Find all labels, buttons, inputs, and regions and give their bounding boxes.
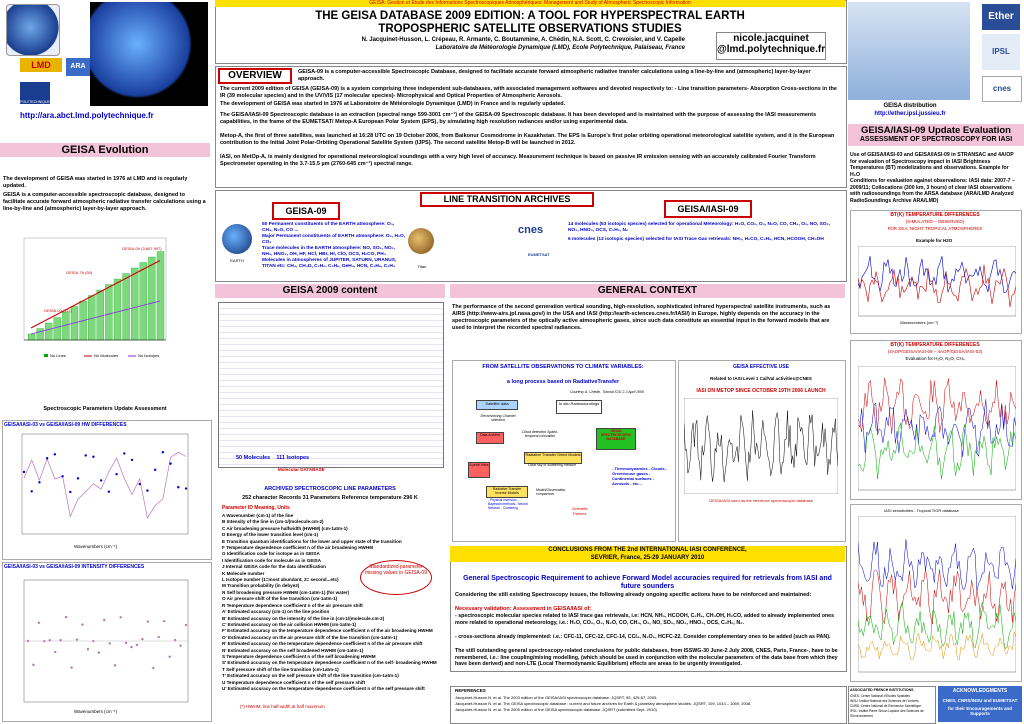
evolution-bar (28, 334, 35, 340)
evolution-bar (131, 268, 138, 340)
int-point (130, 646, 132, 648)
distribution-link[interactable]: http://ether.ipsl.jussieu.fr (874, 111, 946, 117)
int-point (168, 655, 170, 657)
summary-isotopes: 111 Isotopes (276, 455, 310, 461)
saturn-caption: Titan (417, 264, 427, 269)
node-geisa: GEISA SPECTROSCOPIC DATABASE (596, 428, 636, 450)
update-item: Use of GEISA/IASI-03 and GEISA/IASI-09 in STRANSAC and 4A/OP for evaluation of Spectroscopy impact in IASI Brightness Temperatures (BT) modelizations and observations. Example for H₂O (850, 152, 1014, 178)
bt1-sub2: FOR SEA, NIGHT TROPICAL ATMOSPHERES (887, 226, 983, 231)
diagram-panel (452, 360, 676, 542)
conclusions-b1-text: - spectroscopic molecular species related to IASI trace gas retrievals, i.e: HCN, NH₃, HCOOH, C₂H₆, CH₃OH, H₂CO, added to already implemented ones more related to operational meteorology, i.e.: H₂O, CO₂, O₃, N₂O, CO, CH₄, O₂, NO, SO₂, NO₂, HNO₃, OCS, C₂H₂, N₂. (455, 613, 835, 626)
hw-point (38, 481, 40, 483)
node-clear: Clear sky or scattering medium (527, 463, 577, 467)
hw-point (177, 486, 179, 488)
evolution-p2: GEISA is a computer-accessible spectroscopic database, designed to facilitate accurate forward atmospheric radiative transfer calculations using a line-by-line and (atmospheric) layer-by-layer approach. (3, 192, 206, 212)
param-item: B' Estimated accuracy on the intensity of the line in (cm-1/(molecule.cm-2) (222, 615, 385, 621)
update-item: Conditions for evaluation against observations: IASI data: 2007-7 – 2009/11; Collocations (300 km, 3 hours) of clear IASI observations with radiosoundings from the ARSA database (ARA/LMD Analyzed RadioSoundings Archive ARA/LMD) (850, 178, 1015, 204)
evolution-bar (140, 263, 147, 341)
param-item: T' Estimated accuracy on the self pressure shift of the line transition (cm-1atm-1) (222, 673, 399, 679)
iasi-caption: GEISA/IASI used as the reference spectroscopic database (709, 498, 813, 503)
evolution-bar (37, 329, 44, 341)
int-point (152, 667, 154, 669)
overview-p4: The GEISA/IASI-09 Spectroscopic database is an extraction (spectral range 599-3001 cm⁻¹) of the GEISA-09 Spectroscopic database. It has been developed and is maintained with the purpose of assessing the IASI measurements capabilities, in the frame of the EUMETSAT/ Metop-A European Polar System (EPS), by simulating high resolution radiances and/or using experimental data. (220, 112, 817, 125)
int-point (32, 664, 34, 666)
diagram-credit: Courtesy A. Chédin, Tutorial ICSI 2-3 April 2006 (570, 390, 644, 394)
legend-lines: No Lines (50, 353, 66, 358)
iasi-effective-sub: Related to IASI Level 1 Cal/Val activities@CNES (710, 376, 812, 381)
hw-point (146, 489, 148, 491)
content-summary-red: Molecular DATABASE (278, 467, 325, 472)
evolution-bar (54, 318, 61, 341)
param-item: C Air broadening pressure halfwidth (HWHM) (cm-1atm-1) (222, 525, 348, 531)
association-item: IPSL: Institut Pierre Simon Laplace des Sciences de l'Environnement (850, 709, 924, 718)
geisa-iasi09-badge: GEISA/IASI-09 (664, 200, 752, 218)
hw-point (54, 453, 56, 455)
hw-point (162, 451, 164, 453)
iasi-effective-title: GEISA EFFECTIVE USE (733, 364, 789, 370)
hw-point (46, 457, 48, 459)
acknowledgments-heading: ACKNOWLEDGMENTS (952, 688, 1008, 694)
affiliation: Laboratoire de Météorologie Dynamique (LMD), Ecole Polytechnique, Palaiseau, France (435, 45, 685, 51)
hw-point (169, 462, 171, 464)
overview-p6: IASI, on MetOp-A, is mainly designed for operational meteorological soundings with a very high level of accuracy. Measurement technique is based on passive IR emission sensing with an accurately calibrated Fourier Transform Spectrometer operating in the 3.7-15.5 µm (2760-645 cm⁻¹) spectral range. (220, 154, 816, 167)
overview-p5: Metop-A, the first of three satellites, was launched at 16:28 UTC on 19 October 2006, from Baikonur Cosmodrome in Kazakhstan. The EPS is Europe's first polar orbiting operational meteorological satellite system, and it is the European contribution to the Initial Joint Polar-Orbiting Operational Satellite System (IJPS). The second satellite Metop-B will be launched in 2012. (220, 133, 835, 146)
cnes-logo: cnes (518, 224, 544, 236)
evolution-bar (123, 274, 130, 341)
references-list (455, 695, 840, 713)
saturn-image (408, 228, 434, 254)
bt3-chart (858, 516, 1016, 676)
param-item: I Identification code for molecule as in GEISA (222, 557, 322, 563)
node-deconv: Deconvolving Channel selection (480, 414, 516, 422)
diagram-title1: FROM SATELLITE OBSERVATIONS TO CLIMATE VARIABLES: (482, 364, 644, 370)
associations-list (850, 694, 932, 719)
int-point (147, 620, 149, 622)
param-item: O' Estimated accuracy on the air pressure shift of the line transition (cm-1atm-1) (222, 634, 398, 640)
evolution-bar (105, 285, 112, 341)
conclusions-b1: Necessary validation: Assessment in GEISA/IASI of: (455, 606, 592, 612)
hw-point (69, 491, 71, 493)
int-point (109, 642, 111, 644)
evolution-bar (45, 323, 52, 340)
evolution-chart (4, 232, 208, 366)
param-heading: Parameter ID Meaning, Units (222, 505, 290, 511)
hw-point (92, 456, 94, 458)
contact-box (716, 32, 826, 60)
archived-heading: ARCHIVED SPECTROSCOPIC LINE PARAMETERS (264, 486, 396, 492)
int-point (185, 624, 187, 626)
iasi-launch: IASI ON METOP SINCE OCTOBER 19TH 2006 LAUNCH (696, 388, 826, 394)
param-item: K Molecule number (222, 570, 265, 576)
hw-point (131, 459, 133, 461)
param-item: J Internal GEISA code for the data identification (222, 564, 326, 570)
param-item: L Isotope number (1=most abundant, 2= second...etc) (222, 577, 339, 583)
node-satellite: Satellite data (476, 400, 518, 410)
evolution-bar (148, 257, 155, 340)
param-item: F Temperature dependence coefficient n of the air broadening HWHM (222, 545, 374, 551)
association-item: INSU: Institut National des Sciences de l'Univers (850, 699, 919, 703)
update-list (850, 152, 1020, 204)
line-list-item: 50 Permanent constituents of the EARTH atmosphere: O₃, CH₄, N₂O, CO ... (262, 222, 395, 233)
hw-point (23, 471, 25, 473)
authors: N. Jacquinet-Husson, L. Crépeau, R. Armante, C. Boutammine, A. Chédin, N.A. Scott, C. Crevoisier, and V. Capelle (361, 37, 685, 43)
diagram-title2: a long process based on RadiativeTransfer (506, 379, 620, 385)
int-point (141, 638, 143, 640)
param-item: S Temperature dependence coefficient n of the self broadening HWHM (222, 653, 376, 659)
reference-item: Jacquinet-Husson N. et al. The GEISA spectroscopic database : current and future archives for Earth & planetary atmosphere studies. JQSRT, 109, 1043 – 1059, 2008. (455, 701, 752, 706)
acknowledgments-line2: for their Encouragements and Supports (947, 706, 1012, 716)
line-list-item: Major Permanent constituents of EARTH atmosphere: O₂, H₂O, CO₂ (262, 234, 406, 245)
param-item: E Transition quantum identifications for the lower and upper state of the transition (222, 538, 402, 544)
legend-isotopes: No Isotopes (138, 353, 160, 358)
node-inverse: Radiative Transfer Inverse Models (486, 486, 528, 498)
node-radiometer: In situ Radiosoundings (556, 400, 602, 414)
ipsl-logo: IPSL (982, 34, 1020, 70)
hw-point (85, 454, 87, 456)
assess-heading: ASSESSMENT OF SPECTROSCOPY FOR IASI (859, 136, 1013, 143)
hw-point (61, 475, 63, 477)
int-point (54, 651, 56, 653)
geisa-logo (6, 4, 60, 56)
int-point (125, 642, 127, 644)
legend-molecules: No Molecules (94, 353, 119, 358)
int-point (179, 645, 181, 647)
hw-point (77, 477, 79, 479)
earth-image (90, 2, 208, 106)
hw-point (123, 452, 125, 454)
param-item: R Temperature dependence coefficient n of the air pressure shift (222, 602, 363, 608)
distribution-caption: GEISA distribution (883, 103, 937, 109)
line-list-item: Trace molecules in the EARTH atmosphere: NO, SO₂, NO₂, NH₃, HNO₃, OH, HF, HCl, HBr, HI, ClO, OCS, H₂CO, PH₃ (262, 246, 396, 257)
hw-diff-title: GEISA/IASI-03 vs GEISA/IASI-09 HW DIFFERENCES (4, 422, 127, 428)
param-item: A Wavenumber (cm-1) of the line (222, 513, 294, 518)
line-list-right (568, 222, 840, 243)
int-diff-title: GEISA/IASI-03 vs GEISA/IASI-09 INTENSITY DIFFERENCES (4, 564, 145, 570)
node-themes: - Thermodynamics - Clouds - Greenhouse gases - Continental surfaces - Aerosols - etc... (612, 466, 668, 486)
param-item: A' Estimated accuracy (cm-1) on the line position (222, 609, 330, 615)
hw-point (31, 490, 33, 492)
int-point (76, 638, 78, 640)
content-table (218, 302, 444, 468)
overview-p2: The current 2009 edition of GEISA (GEISA-09) is a system comprising three independent sub-databases, with associated management softwares and devoted respectively to: - Line transition parameters- Absorption Cross-sections in the IR (39 molecular species) and in the UV/VIS (17 molecular species)- Microphysical and Optical Properties of Atmospheric Aerosols. (220, 86, 837, 99)
bt2-title: BT(K) TEMPERATURE DIFFERENCES (890, 342, 980, 348)
bt2-sub: (4AOP/GEISA/IASI-09 – 4AOP/GEISA/IASI-03) (887, 349, 983, 354)
conclusions-subhead: General Spectroscopic Requirement to achieve Forward Model accuracies required for retrievals from IASI and future sounders (463, 575, 832, 590)
line-list-item: Molecules in atmospheres of JUPITER, SATURN, URANUS, TITAN etc: CH₄, CH₃D, C₂H₂, C₂H₆, GeH₄, HCN, C₃H₈, C₂H₄ (262, 258, 397, 269)
param-list (222, 513, 444, 692)
page-title-line1: THE GEISA DATABASE 2009 EDITION: A TOOL FOR HYPERSPECTRAL EARTH (315, 10, 745, 22)
contact-line1[interactable]: nicole.jacquinet (733, 33, 809, 44)
hw-point (108, 491, 110, 493)
param-item: U Temperature dependence coefficient n of the self pressure shift (222, 679, 366, 685)
param-item: F' Estimated accuracy on the temperature dependence coefficient n of the air broadening HWHM (222, 628, 433, 634)
conclusions-head1: CONCLUSIONS FROM THE 2nd INTERNATIONAL IASI CONFERENCE, (548, 547, 747, 553)
hw-point (115, 473, 117, 475)
content-footnote: (*) HWHM: line half-width at half maximum (240, 704, 325, 709)
node-inv-list: - Physical inversion - Bayesian methods - Neural Network - Clustering (488, 498, 528, 510)
evolution-heading: GEISA Evolution (61, 144, 149, 156)
summary-molecules: 50 Molecules (236, 455, 271, 461)
evolution-bar (97, 290, 104, 340)
context-p1: The performance of the second generation vertical sounding, high-resolution, sophisticated infrared hyperspectral satellite instruments, such as AIRS (http://www-airs.jpl.nasa.gov/) in the USA and IASI (http://earth-sciences.cnes.fr/IASI/) in Europe, highly depends on the accuracy in the spectroscopic parameters of the optically active atmospheric gases, since such data constitute an essential input in the forward models that are used to interpret the recorded spectral radiances. (452, 304, 831, 331)
association-item: CNES: Centre National d'Etudes Spatiales (850, 694, 910, 698)
bt1-example: Example for H2O (916, 238, 953, 243)
hw-point (185, 487, 187, 489)
overview-p1: GEISA-09 is a computer-accessible Spectroscopic Database, designed to facilitate accurate forward atmospheric radiative transfer calculations using a line-by-line and (atmospheric) layer-by-layer approach. (298, 69, 811, 82)
missing-values-callout: Standardized parameter missing values in GEISA-09 (360, 560, 432, 595)
int-point (38, 622, 40, 624)
int-point (119, 616, 121, 618)
earth-planet-image (222, 224, 252, 254)
content2009-heading: GEISA 2009 content (282, 285, 378, 296)
ether-logo-box (848, 2, 970, 100)
left-url-link[interactable]: http://ara.abct.lmd.polytechnique.fr (20, 111, 154, 120)
reference-item: Jacquinet-Husson N. et al. The 2009 edition of the GEISA spectroscopic database. JQSRT (submitted Sept. 2010) (455, 707, 657, 712)
context-heading: GENERAL CONTEXT (597, 285, 698, 296)
ara-logo: ARA (66, 58, 90, 76)
param-item: U' Estimated accuracy on the temperature dependence coefficient n of the self pressure shift (222, 685, 425, 691)
contact-line2[interactable]: @lmd.polytechnique.fr (717, 44, 826, 55)
overview-p3: The development of GEISA was started in 1976 at Laboratoire de Météorologie Dynamique (LMD) in France and is regularly updated. (220, 101, 566, 107)
bt1-sub: (SIMULATED – OBSERVED) (905, 219, 965, 224)
bt1-title: BT(K) TEMPERATURE DIFFERENCES (890, 212, 980, 218)
param-item: O Air pressure shift of the line transition (cm-1atm-1) (222, 596, 338, 602)
hw-diff-chart (14, 432, 204, 550)
page-title-line2: TROPOSPHERIC SATELLITE OBSERVATIONS STUDIES (378, 23, 682, 35)
int-point (103, 619, 105, 621)
param-item: B Intensity of the line in (cm-1/(molecule.cm-2) (222, 519, 324, 525)
associations-heading: ASSOCIATED FRENCH INSTITUTIONS (850, 688, 914, 692)
reference-item: Jacquinet-Husson N. et al. The 2003 edition of the GEISA/IASI spectroscopic database. JQSRT, 95, 429-67, 2005. (455, 695, 658, 700)
param-item: N Self broadening pressure HWHM (cm-1atm-1) (for water) (222, 589, 350, 595)
int-point (163, 620, 165, 622)
line-list-left (262, 222, 406, 270)
update-assessment-title: Spectroscopic Parameters Update Assessment (43, 406, 167, 412)
node-data-archive: Data Archive (476, 432, 504, 444)
bt3-label: IASI sensitivities - Tropical TIGR database (884, 508, 959, 513)
int-point (70, 666, 72, 668)
evo-label-2009: GEISA-09 (3,807,997) (122, 246, 162, 251)
eumetsat-logo: EUMETSAT (528, 252, 550, 257)
evolution-p1: The development of GEISA was started in 1976 at LMD and is regularly updated. (3, 176, 188, 189)
node-cloud: Cloud detection Spatio-temporal colocation (521, 430, 559, 438)
line-list-item: 14 molecules (53 isotopic species) selected for operational Meteorology: H₂O, CO₂, O₃, N₂O, CO, CH₄, O₂, NO, SO₂, NO₂, HNO₃, OCS, C₂H₂, N₂ (568, 222, 830, 233)
param-item: R' Estimated accuracy on the temperature dependence coefficient n of the air pressure shift (222, 641, 423, 647)
overview-heading: OVERVIEW (218, 68, 292, 84)
param-item: C' Estimated accuracy on the air collision HWHM (cm-1atm-1) (222, 621, 357, 627)
int-point (98, 651, 100, 653)
line-list-item: 6 molecules (13 isotopic species) selected for IASI Trace Gas retrievals: NH₃, H₂CO, C₂H₆, HCN, HCOOH, CH₃OH (568, 237, 824, 242)
node-rt: Radiative Transfer Direct Models (524, 452, 582, 464)
cnes-logo-top: cnes (982, 76, 1022, 102)
conclusions-b1-text2: - cross-sections already implemented: i.e.: CFC-11, CFC-12, CFC-14, CCl₄, N₂O₅, HCFC-22. Consider complementary ones to be added (such as PAN). (455, 634, 831, 640)
acknowledgments-line1: CNES, CNRS/INSU and EUMETSAT (942, 698, 1018, 703)
bt2-sub2: Evaluation for H₂O, N₂O, CH₄ (905, 356, 965, 361)
evolution-bar (157, 252, 164, 341)
line-transition-heading: LINE TRANSITION ARCHIVES (420, 192, 594, 207)
node-prior: A priori infos (468, 462, 490, 478)
hw-point (154, 469, 156, 471)
evo-label-76: GEISA-76 (50) (66, 270, 93, 275)
param-item: G Identification code for isotope as in GEISA (222, 551, 320, 557)
content-summary (236, 455, 346, 465)
header-topbar: GEISA: Gestion et Etude des Informations Spectroscopiques Atmosphériques: Management and Study of Atmospheric Spectroscopic Information (215, 0, 845, 7)
param-item: T Self pressure shift of the line transition (cm-1atm-1) (222, 666, 339, 672)
hw-point (100, 479, 102, 481)
param-item: N' Estimated accuracy on the self broadened HWHM (cm-1atm-1) (222, 647, 364, 653)
evolution-bar (114, 279, 121, 340)
lmd-logo: LMD (20, 58, 62, 72)
int-point (65, 616, 67, 618)
earth-planet-caption: EARTH (230, 258, 244, 263)
hw-xlabel: Wavenumbers (cm⁻¹) (74, 544, 117, 549)
polytechnique-logo: POLYTECHNIQUE (20, 82, 50, 104)
ether-logo: Ether (982, 4, 1020, 30)
conclusions-p1: Considering the still existing Spectroscopy issues, the following already ongoing specific actions have to be reinforced and maintained: (455, 592, 812, 598)
association-item: CNRS: Centre National de Recherche Scientifique (850, 704, 922, 708)
int-point (114, 664, 116, 666)
references-heading: REFERENCES (455, 688, 486, 693)
node-scientific: Scientific Themes (572, 506, 589, 516)
archived-sub: 252 character Records 31 Parameters Reference temperature 296 K (242, 495, 418, 501)
iasi-spectrum-chart (684, 398, 838, 494)
int-point (136, 644, 138, 646)
param-item: M Transition probability (in debye2) (222, 583, 300, 589)
bt1-chart (858, 246, 1016, 322)
int-point (158, 636, 160, 638)
update-heading: GEISA/IASI-09 Update Evaluation (861, 125, 1011, 136)
param-item: D Energy of the lower transition level (cm-1) (222, 532, 318, 538)
param-item: S' Estimated accuracy on the temperature dependence coefficient n of the self- broadening HWHM (222, 660, 437, 666)
int-point (81, 623, 83, 625)
overview-panel (215, 66, 847, 188)
hw-point (139, 483, 141, 485)
conclusions-b2: The still outstanding general spectroscopy-related conclusions for public databases, from ISSWG-30 June-2 July 2008, CNES, Paris, France-, have to be remembered, i.e.: line coupling/mixing modelling, (which should be used in conjunction with the molecular parameters of the data base from which they have been derived) and non-LTE (Local Thermodynamic Equilibrium) effects are areas to be urgently investigated. (455, 648, 838, 667)
bt1-xlabel: Wavenumbers (cm⁻¹) (900, 320, 939, 325)
evo-label-2003: GEISA-03 (111) (44, 308, 72, 313)
int-diff-chart (14, 578, 204, 716)
geisa09-badge: GEISA-09 (272, 202, 340, 220)
node-model-val: Model/Observation comparison (536, 488, 566, 496)
int-xlabel: Wavenumbers (cm⁻¹) (74, 709, 117, 714)
conclusions-head2: SEVRIER, France, 25-29 JANUARY 2010 (590, 555, 705, 561)
int-point (87, 648, 89, 650)
bt2-chart (858, 366, 1016, 494)
